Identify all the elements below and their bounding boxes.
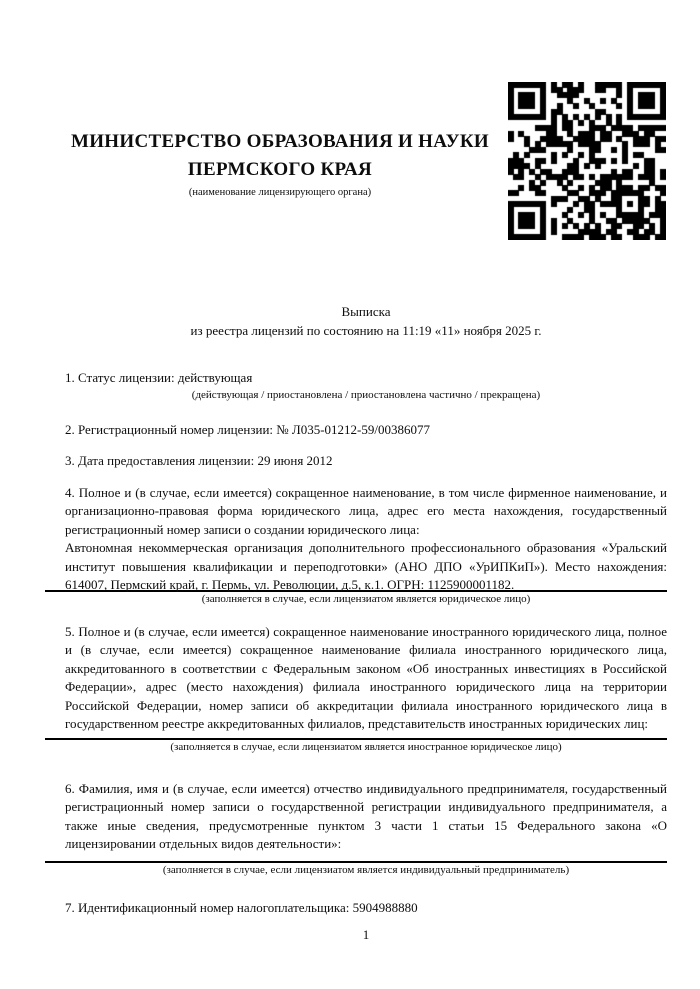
document-title-line1: Выписка xyxy=(341,304,391,319)
document-title-line2: из реестра лицензий по состоянию на 11:19 «11» ноября 2025 г. xyxy=(190,322,542,338)
legal-entity-clause-value: Автономная некоммерческая организация дополнительного профессионального образования «Уральский институт повышения квалификации и переподготовки» (АНО ДПО «УрИПКиП»). Место нахождения: 614007, Пермский край, г. Пермь, ул. Революции, д.5, к.1. ОГРН: 1125900001182. xyxy=(65,540,667,592)
document-title xyxy=(65,303,667,340)
foreign-entity-field-caption: (заполняется в случае, если лицензиатом является иностранное юридическое лицо) xyxy=(170,740,562,753)
qr-code xyxy=(508,82,666,240)
license-grant-date-line: 3. Дата предоставления лицензии: 29 июня 2012 xyxy=(65,453,333,468)
taxpayer-id-line: 7. Идентификационный номер налогоплательщика: 5904988880 xyxy=(65,899,418,915)
ministry-name xyxy=(63,128,497,184)
legal-entity-clause-label: 4. Полное и (в случае, если имеется) сокращенное наименование, в том числе фирменное наименование, и организационно-правовая форма юридического лица, адрес его места нахождения, государственный регистрационный номер записи о создании юридического лица: xyxy=(65,484,667,537)
ministry-name-line2: ПЕРМСКОГО КРАЯ xyxy=(187,159,373,180)
licensing-authority-header xyxy=(63,128,497,199)
legal-entity-field-caption: (заполняется в случае, если лицензиатом является юридическое лицо) xyxy=(201,592,531,605)
document-body xyxy=(65,303,667,917)
ministry-subtitle: (наименование лицензирующего органа) xyxy=(188,187,372,198)
license-status-caption: (действующая / приостановлена / приостановлена частично / прекращена) xyxy=(191,388,541,401)
individual-entrepreneur-field-caption: (заполняется в случае, если лицензиатом является индивидуальный предприниматель) xyxy=(162,863,570,876)
license-registration-number-line: 2. Регистрационный номер лицензии: № Л035-01212-59/00386077 xyxy=(65,421,431,437)
individual-entrepreneur-clause-label: 6. Фамилия, имя и (в случае, если имеется) отчество индивидуального предпринимателя, государственный регистрационный номер записи о государственной регистрации индивидуального предпринимателя, а также иные сведения, предусмотренные пунктом 3 части 1 статьи 15 Федерального закона «О лицензировании отдельных видов деятельности»: xyxy=(65,780,667,851)
ministry-name-line1: МИНИСТЕРСТВО ОБРАЗОВАНИЯ И НАУКИ xyxy=(70,131,490,152)
license-status-line: 1. Статус лицензии: действующая xyxy=(65,370,253,385)
page-number: 1 xyxy=(362,927,370,942)
foreign-entity-clause-label: 5. Полное и (в случае, если имеется) сокращенное наименование иностранного юридического лица, полное и (в случае, если имеется) сокращенное наименование филиала иностранного юридического лица, аккредитованного в соответствии с Федеральным законом «Об иностранных инвестициях в Российской Федерации», адрес (место нахождения) филиала иностранного юридического лица на территории Российской Федерации, номер записи об аккредитации филиала иностранного юридического лица в государственном реестре аккредитованных филиалов, представительств иностранных юридических лиц: xyxy=(65,623,667,731)
